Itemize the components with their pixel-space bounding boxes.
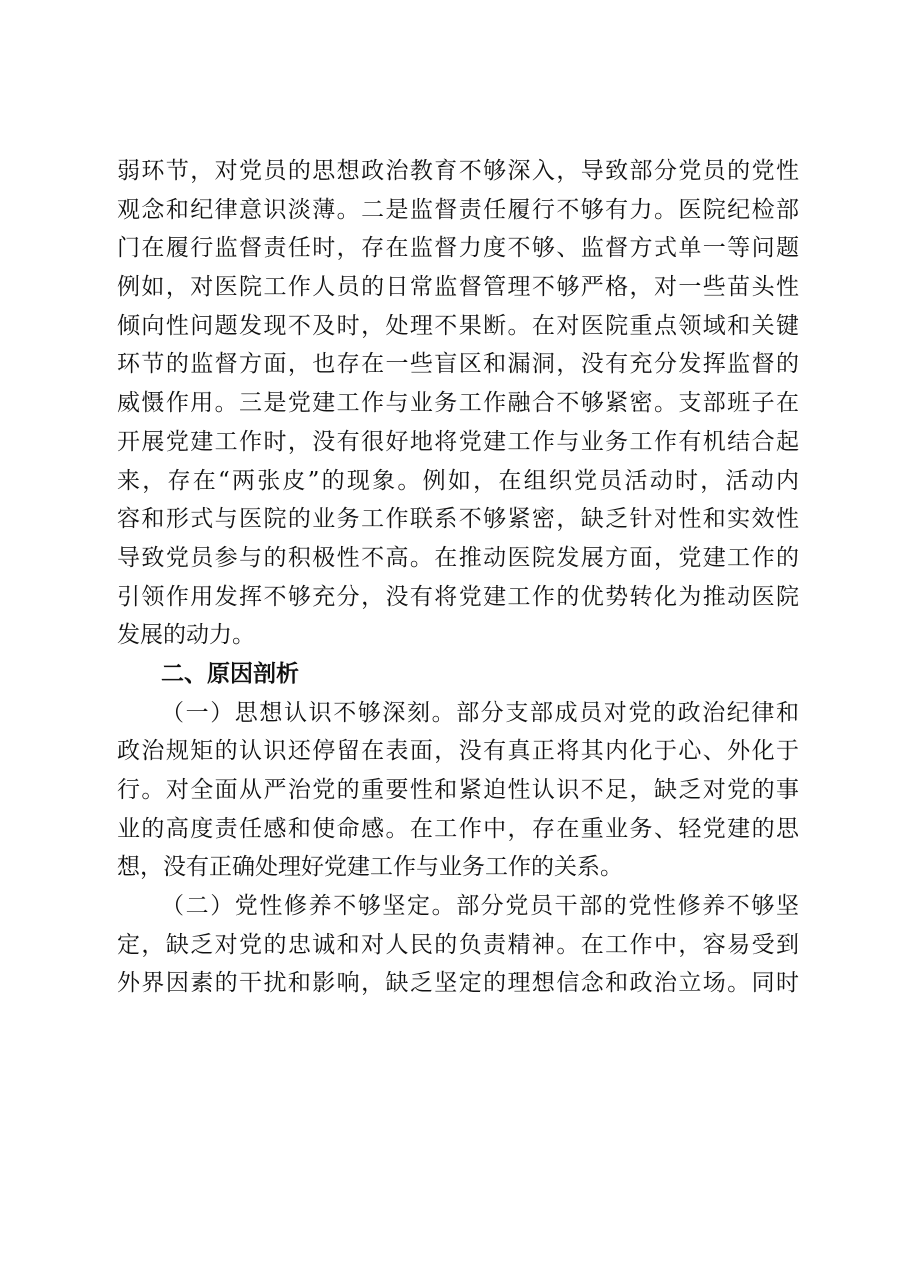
text-line: 导致党员参与的积极性不高。在推动医院发展方面，党建工作的 xyxy=(117,544,799,571)
text-line: 容和形式与医院的业务工作联系不够紧密，缺乏针对性和实效性 xyxy=(117,506,799,533)
text-line: 威慑作用。三是党建工作与业务工作融合不够紧密。支部班子在 xyxy=(117,390,799,417)
subsection-title: （一）思想认识不够深刻。 xyxy=(161,699,457,726)
text-line: 门在履行监督责任时，存在监督力度不够、监督方式单一等问题 xyxy=(117,235,799,262)
subsection-2 xyxy=(117,887,799,1003)
text-line: 政治规矩的认识还停留在表面，没有真正将其内化于心、外化于 xyxy=(117,738,799,765)
text-line: 倾向性问题发现不及时，处理不果断。在对医院重点领域和关键 xyxy=(117,312,799,339)
text-line: 业的高度责任感和使命感。在工作中，存在重业务、轻党建的思 xyxy=(117,815,799,842)
text-line: 来，存在“两张皮”的现象。例如，在组织党员活动时，活动内 xyxy=(117,467,799,494)
document-body xyxy=(117,152,799,1003)
subsection-first-line xyxy=(117,887,799,926)
text-line: 例如，对医院工作人员的日常监督管理不够严格，对一些苗头性 xyxy=(117,274,799,301)
text-line: 观念和纪律意识淡薄。二是监督责任履行不够有力。医院纪检部 xyxy=(117,196,799,223)
text-line: 弱环节，对党员的思想政治教育不够深入，导致部分党员的党性 xyxy=(117,158,799,184)
subsection-1 xyxy=(117,694,799,887)
text-line: 想，没有正确处理好党建工作与业务工作的关系。 xyxy=(117,854,623,881)
paragraph-1 xyxy=(117,152,799,655)
subsection-text: 部分党员干部的党性修养不够坚 xyxy=(456,893,800,920)
text-line: 发展的动力。 xyxy=(117,622,255,649)
subsection-title: （二）党性修养不够坚定。 xyxy=(161,893,457,920)
text-line: 行。对全面从严治党的重要性和紧迫性认识不足，缺乏对党的事 xyxy=(117,777,799,803)
subsection-first-line xyxy=(117,694,799,733)
text-line: 开展党建工作时，没有很好地将党建工作与业务工作有机结合起 xyxy=(117,428,799,455)
text-line: 环节的监督方面，也存在一些盲区和漏洞，没有充分发挥监督的 xyxy=(117,351,799,378)
text-line: 定，缺乏对党的忠诚和对人民的负责精神。在工作中，容易受到 xyxy=(117,931,799,958)
subsection-text: 部分支部成员对党的政治纪律和 xyxy=(456,699,800,726)
section-heading: 二、原因剖析 xyxy=(161,660,299,687)
text-line: 外界因素的干扰和影响，缺乏坚定的理想信念和政治立场。同时 xyxy=(117,970,799,997)
text-line: 引领作用发挥不够充分，没有将党建工作的优势转化为推动医院 xyxy=(117,583,799,610)
